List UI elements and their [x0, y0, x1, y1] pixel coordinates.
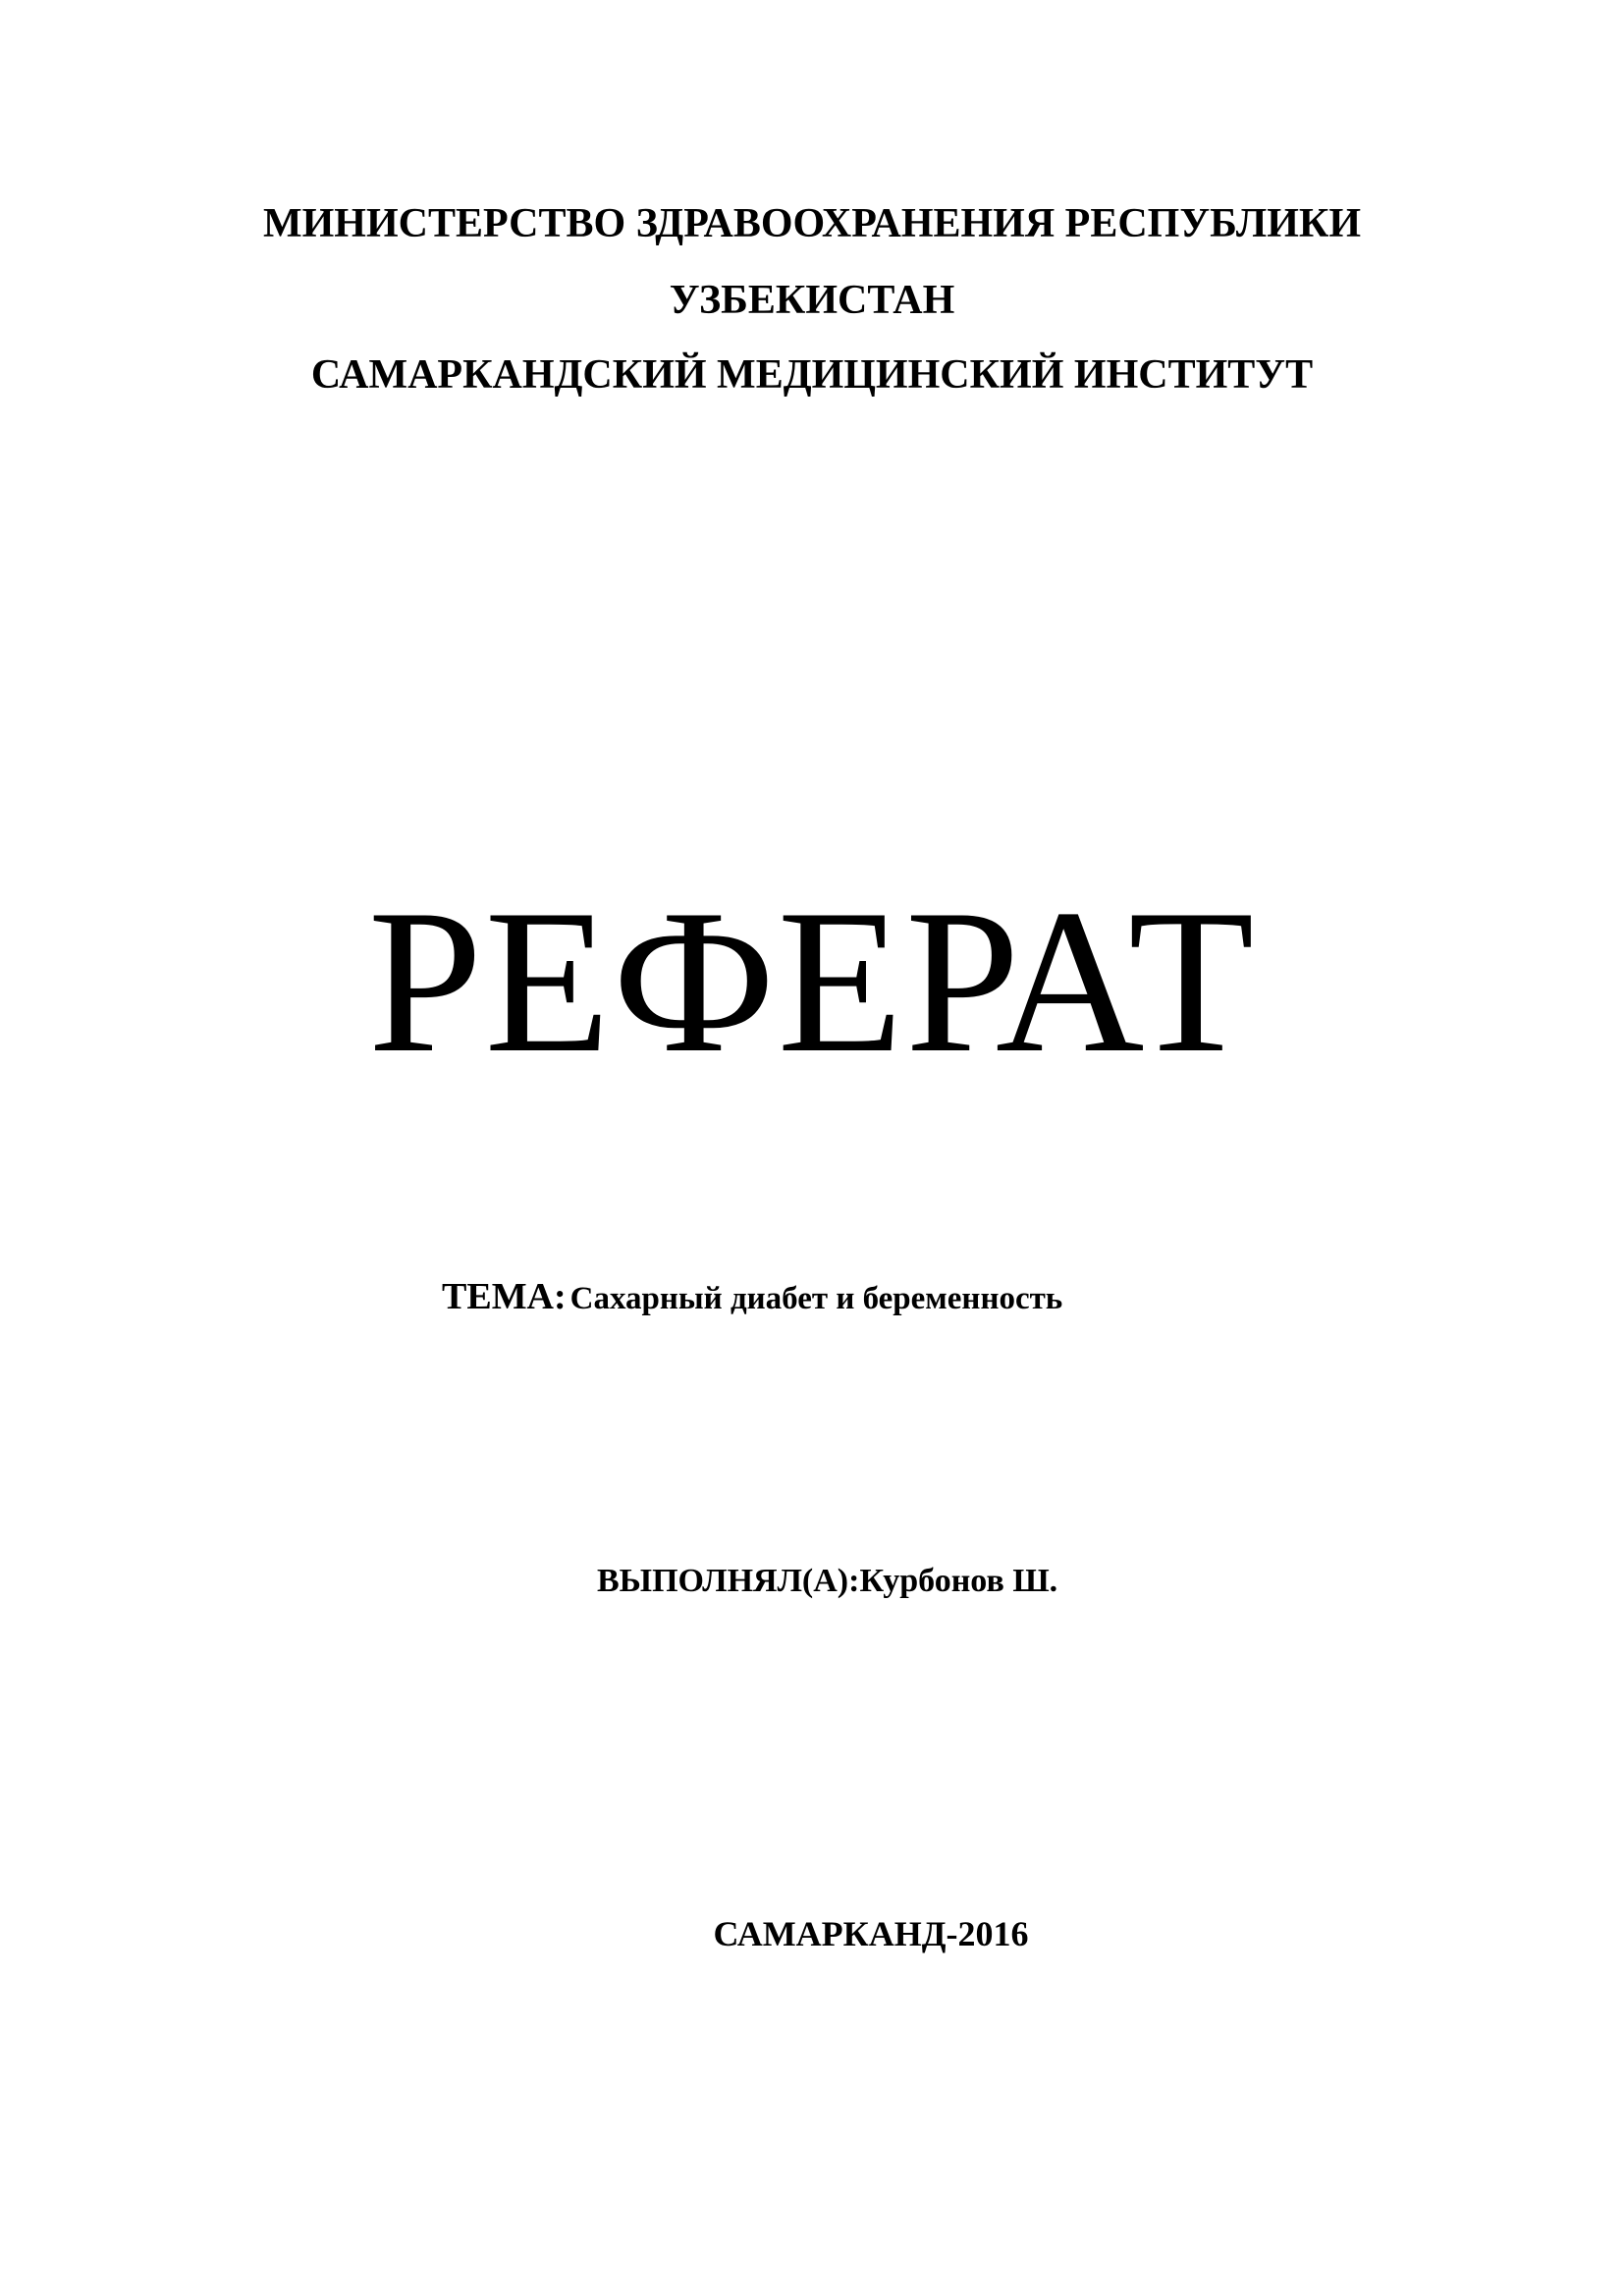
city-year: САМАРКАНД-2016: [713, 1914, 1029, 1953]
author-name: Курбонов Ш.: [859, 1563, 1058, 1599]
topic-value: Сахарный диабет и беременность: [569, 1281, 1063, 1316]
country-name: УЗБЕКИСТАН: [669, 278, 955, 323]
author-label: ВЫПОЛНЯЛ(А):: [597, 1563, 860, 1599]
author-line: [597, 1557, 1057, 1606]
document-title: РЕФЕРАТ: [367, 868, 1257, 1095]
topic-label: ТЕМА:: [442, 1276, 567, 1317]
institute-name: САМАРКАНДСКИЙ МЕДИЦИНСКИЙ ИНСТИТУТ: [310, 352, 1314, 398]
topic-line: [442, 1272, 1062, 1329]
ministry-name: МИНИСТЕРСТВО ЗДРАВООХРАНЕНИЯ РЕСПУБЛИКИ: [263, 201, 1361, 246]
